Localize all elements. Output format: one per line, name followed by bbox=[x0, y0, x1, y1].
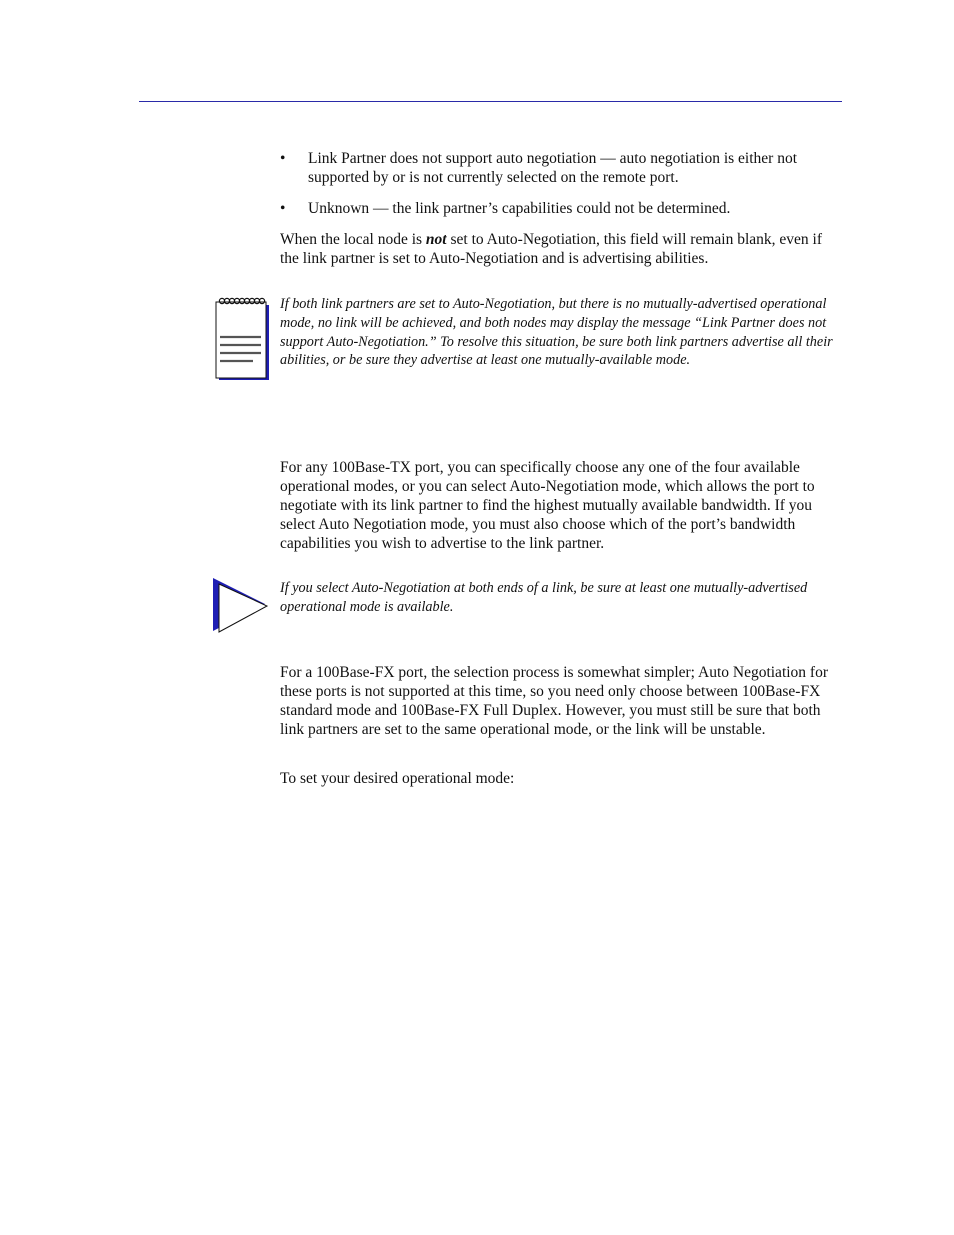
emphasis-not: not bbox=[425, 231, 447, 248]
paragraph-local-node bbox=[280, 230, 842, 268]
note-text: If both link partners are set to Auto-Negotiation, but there is no mutually-advertised operational mode, no link will be achieved, and both nodes may display the message “Link Partner does not support Auto-Negotiation.” To resolve this situation, be sure both link partners advertise all their abilities, or be sure they advertise at least one mutually-available mode. bbox=[280, 296, 833, 369]
paragraph-100base-tx: For any 100Base-TX port, you can specifically choose any one of the four available operational modes, or you can select Auto-Negotiation mode, which allows the port to negotiate with its link partner to find the highest mutually available bandwidth. If you select Auto Negotiation mode, you must also choose which of the port’s bandwidth capabilities you wish to advertise to the link partner. bbox=[280, 459, 815, 552]
list-item bbox=[280, 149, 842, 187]
paragraph-100base-fx: For a 100Base-FX port, the selection process is somewhat simpler; Auto Negotiation for these ports is not supported at this time, so you need only choose between 100Base-FX standard mode and 100Base-FX Full Duplex. However, you must still be sure that both link partners are set to the same operational mode, or the link will be unstable. bbox=[280, 664, 829, 738]
paragraph-set-mode: To set your desired operational mode: bbox=[280, 770, 515, 787]
bullet-dot: • bbox=[280, 200, 286, 217]
list-item bbox=[280, 199, 842, 218]
bullet-text: Link Partner does not support auto negotiation — auto negotiation is either not supported by or is not currently selected on the remote port. bbox=[308, 150, 798, 186]
para-text: set to Auto-Negotiation, this field will remain blank, even if the link partner is set to Auto-Negotiation and is advertising abilities. bbox=[280, 231, 822, 267]
header-rule bbox=[139, 101, 842, 102]
bullet-dot: • bbox=[280, 150, 286, 167]
bullet-text: Unknown — the link partner’s capabilities could not be determined. bbox=[308, 200, 731, 217]
notepad-icon bbox=[213, 296, 271, 382]
para-text: When the local node is bbox=[280, 231, 426, 248]
caution-text: If you select Auto-Negotiation at both ends of a link, be sure at least one mutually-advertised operational mode is available. bbox=[280, 580, 808, 615]
triangle-pointer-icon bbox=[212, 576, 272, 636]
